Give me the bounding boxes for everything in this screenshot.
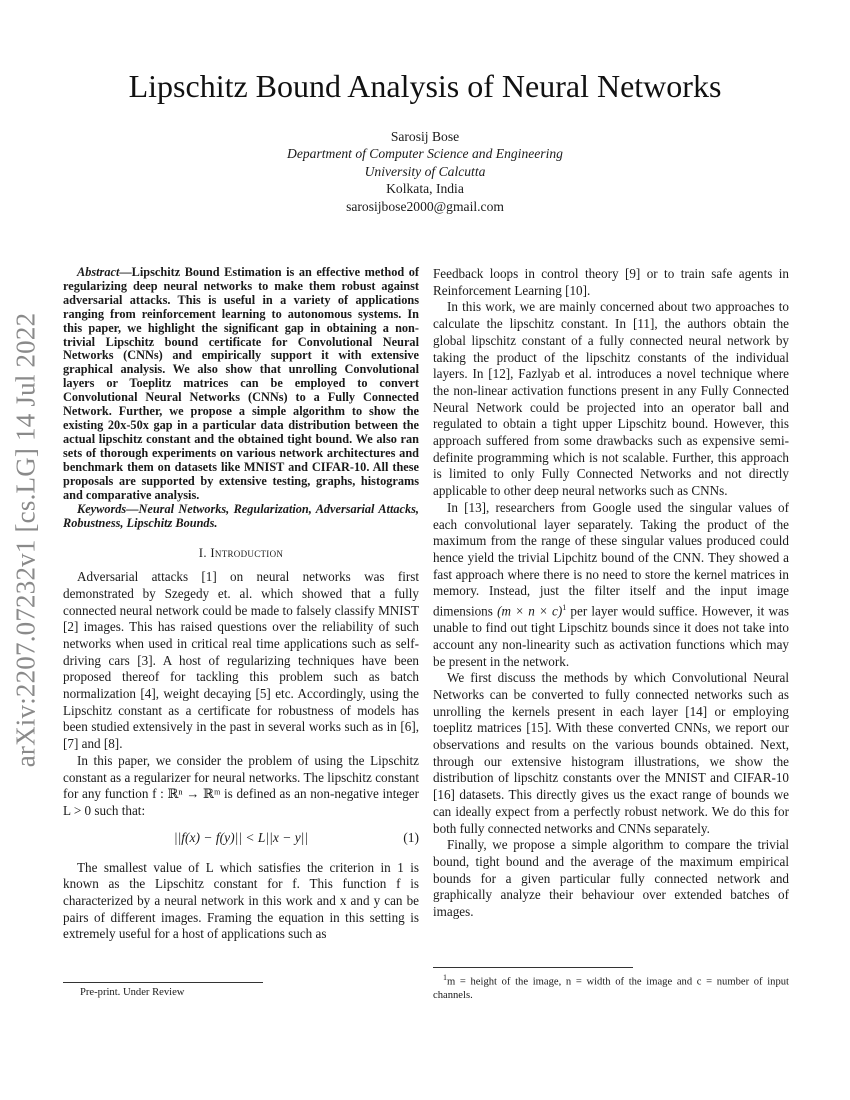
footnote-rule-right bbox=[433, 967, 633, 968]
intro-paragraph-2: In this paper, we consider the problem of using the Lipschitz constant as a regularizer for neural networks. The lipschitz constant for any function f : ℝⁿ → ℝᵐ is defined as an non-negative integer L > 0 such that: bbox=[63, 752, 419, 818]
abstract bbox=[63, 266, 419, 502]
equation-text: ||f(x) − f(y)|| < L||x − y|| bbox=[173, 829, 309, 845]
intro-paragraph-3: The smallest value of L which satisfies the criterion in 1 is known as the Lipschitz constant for f. This function f is characterized by a neural network in this work and x and y can be pairs of different images. Framing the equation in this setting is extremely useful for a host of applications such as bbox=[63, 859, 419, 942]
footnote-right-marker: 1 bbox=[443, 973, 447, 982]
footnote-marker: 1 bbox=[562, 603, 567, 613]
author-email: sarosijbose2000@gmail.com bbox=[346, 198, 504, 214]
author-name: Sarosij Bose bbox=[390, 129, 460, 144]
intro-paragraph-1: Adversarial attacks [1] on neural networks was first demonstrated by Szegedy et. al. which showed that a fully connected neural network could be made to falsely classify MNIST [2] images. This has raised questions over the reliability of such networks when used in critical real time applications such as self-driving cars [3]. A host of regularizing techniques have been proposed thereof for tackling this problem such as batch normalization [4], weight decaying [5] etc. Accordingly, using the Lipschitz constant as a certificate for robustness of models has been studied extensively in the past in several works such as in [6], [7] and [8]. bbox=[63, 569, 419, 752]
equation-1 bbox=[63, 830, 419, 848]
author-university: University of Calcutta bbox=[364, 163, 486, 179]
keywords-text: —Neural Networks, Regularization, Adversarial Attacks, Robustness, Lipschitz Bounds. bbox=[63, 502, 419, 531]
dimension-math: (m × n × c) bbox=[497, 603, 563, 619]
right-paragraph-2-end: per layer would suffice. However, it was unable to find out tight Lipschitz bounds since it does not take into account any non-linearity such as activation functions which may be present in the network. bbox=[433, 603, 789, 669]
section-heading-introduction: I. Introduction bbox=[198, 546, 284, 561]
footnote-rule-left bbox=[63, 982, 263, 983]
arxiv-sidebar bbox=[2, 300, 50, 780]
left-column bbox=[63, 266, 419, 943]
author-department: Department of Computer Science and Engineering bbox=[287, 146, 563, 162]
equation-number: (1) bbox=[403, 829, 419, 845]
paper-title: Lipschitz Bound Analysis of Neural Networks bbox=[128, 68, 722, 104]
right-paragraph-1: In this work, we are mainly concerned about two approaches to calculate the lipschitz constant. In [11], the authors obtain the global lipschitz constant of a fully connected neural network by taking the product of the lipschitz constants of the individual layers. In [12], Fazlyab et al. introduces a novel technique where the non-linear activation functions present in any Fully Connected Neural Network could be projected into an operator ball and regulated to obtain a tight upper Lipschitz bound. However, this approach suffered from some drawbacks such as expensive semi-definite programming which is not scalable. Further, this approach is limited to only Fully Connected Networks and not directly applicable to other deep neural networks such as CNNs. bbox=[433, 299, 789, 499]
footnote-right-text: m = height of the image, n = width of the image and c = number of input channels. bbox=[433, 976, 789, 1001]
arxiv-identifier: arXiv:2207.07232v1 [cs.LG] 14 Jul 2022 bbox=[10, 312, 41, 768]
right-paragraph-4: Finally, we propose a simple algorithm to compare the trivial bound, tight bound and the average of the maximum empirical bounds for a given particular fully connected network and graphically analyze their behaviour over extended batches of images. bbox=[433, 837, 789, 920]
abstract-label: Abstract bbox=[77, 265, 120, 279]
author-location: Kolkata, India bbox=[386, 181, 464, 197]
right-column bbox=[433, 266, 789, 921]
right-paragraph-2 bbox=[433, 500, 789, 670]
right-paragraph-3: We first discuss the methods by which Convolutional Neural Networks can be converted to fully connected networks such as unrolling the kernels present in each layer [14] or employing toeplitz matrices [15]. With these converted CNNs, we report our observations and results on the various bounds obtained. Next, through our extensive histogram illustrations, we show the distribution of lipschitz constants over the MNIST and CIFAR-10 [16] datasets. This directly gives us the exact range of bounds we can ideally expect from a perfectly robust network. We do this for both fully connected networks and CNNs separately. bbox=[433, 670, 789, 836]
footnote-right bbox=[433, 971, 789, 1002]
right-paragraph-2-start: In [13], researchers from Google used the singular values of each convolutional layer separately. Taking the product of the maximum from the range of these singular values produced could hence yield the trivial Lipchitz bound of the CNN. They showed a fast approach where there is no need to store the kernel matrices in memory. Instead, just the filter itself and the input image dimensions bbox=[433, 499, 789, 619]
keywords-label: Keywords bbox=[77, 502, 127, 517]
right-paragraph-0: Feedback loops in control theory [9] or to train safe agents in Reinforcement Learning [10]. bbox=[433, 266, 789, 298]
author-block bbox=[0, 128, 850, 215]
footnote-left: Pre-print. Under Review bbox=[80, 987, 185, 998]
abstract-text: —Lipschitz Bound Estimation is an effective method of regularizing deep neural networks to make them robust against adversarial attacks. This is useful in a variety of applications ranging from reinforcement learning to autonomous systems. In this paper, we highlight the significant gap in obtaining a non-trivial Lipschitz bound certificate for Convolutional Neural Networks (CNNs) and empirically support it with extensive graphical analysis. We also show that unrolling Convolutional layers or Toeplitz matrices can be employed to convert Convolutional Neural Networks (CNNs) to a Fully Connected Network. Further, we propose a simple algorithm to show the existing 20x-50x gap in a particular data distribution between the actual lipschitz constant and the obtained tight bound. We also ran sets of thorough experiments on various network architectures and benchmark them on datasets like MNIST and CIFAR-10. All these proposals are supported by extensive testing, graphs, histograms and comparative analysis. bbox=[63, 265, 419, 502]
keywords bbox=[63, 502, 419, 530]
